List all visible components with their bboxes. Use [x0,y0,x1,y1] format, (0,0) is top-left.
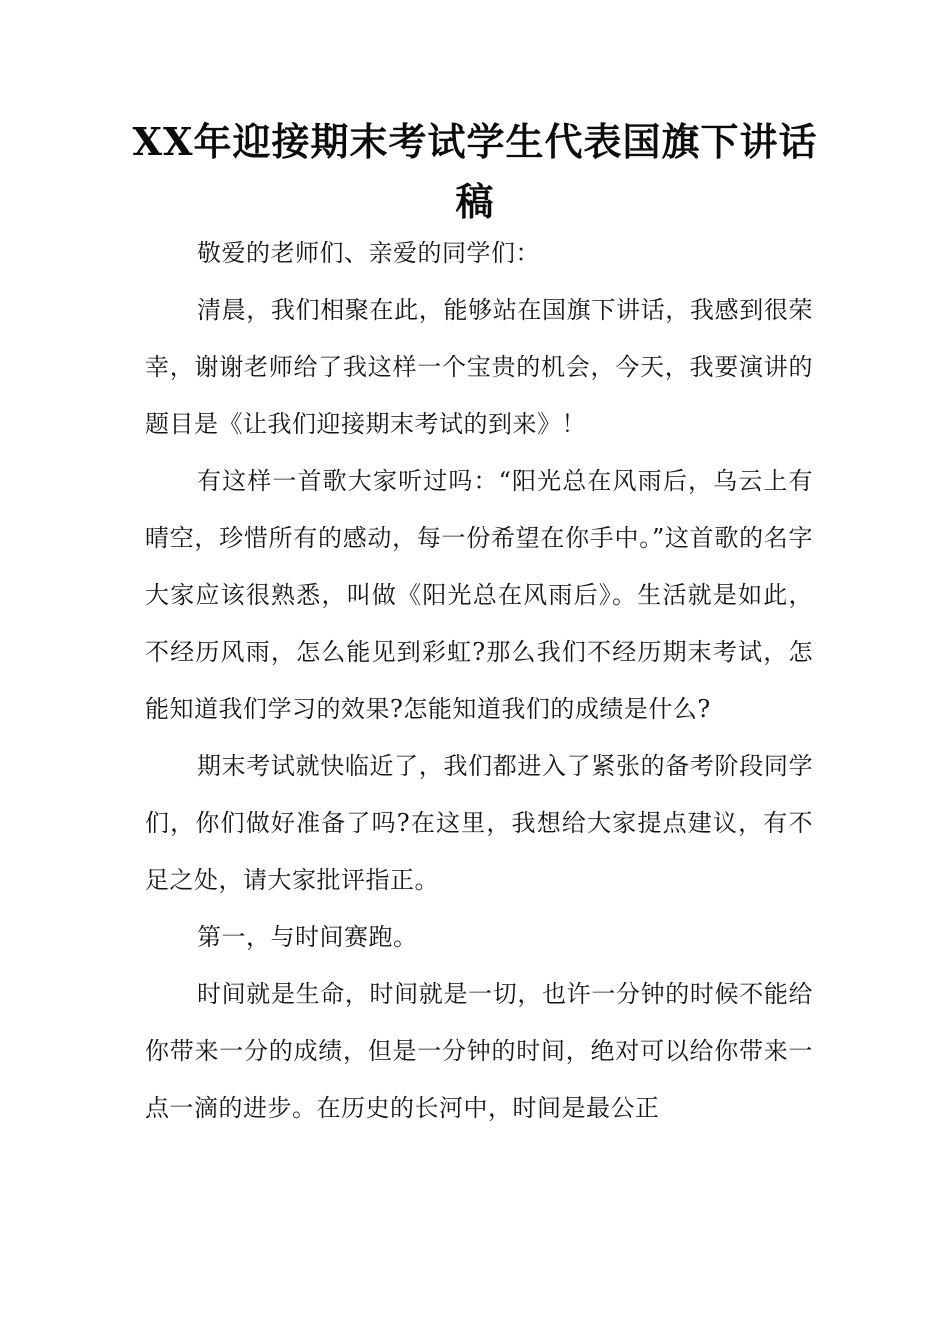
paragraph-greeting: 敬爱的老师们、亲爱的同学们： [197,239,540,267]
paragraph-song: 有这样一首歌大家听过吗：“阳光总在风雨后，乌云上有晴空，珍惜所有的感动，每一份希望在你手中。”这首歌的名字大家应该很熟悉，叫做《阳光总在风雨后》。生活就是如此，不经历风雨，怎么能见到彩虹?那么我们不经历期末考试，怎能知道我们学习的效果?怎能知道我们的成绩是什么? [145,467,813,723]
paragraph-exam-approach: 期末考试就快临近了，我们都进入了紧张的备考阶段同学们，你们做好准备了吗?在这里，我想给大家提点建议，有不足之处，请大家批评指正。 [145,752,813,894]
document-title: XX年迎接期末考试学生代表国旗下讲话稿 [132,119,818,224]
paragraph-time: 时间就是生命，时间就是一切，也许一分钟的时候不能给你带来一分的成绩，但是一分钟的时间，绝对可以给你带来一点一滴的进步。在历史的长河中，时间是最公正 [145,980,813,1122]
paragraph-point-one: 第一，与时间赛跑。 [197,923,418,951]
document-body [145,225,813,1137]
paragraph-intro: 清晨，我们相聚在此，能够站在国旗下讲话，我感到很荣幸，谢谢老师给了我这样一个宝贵的机会，今天，我要演讲的题目是《让我们迎接期末考试的到来》！ [145,296,813,438]
